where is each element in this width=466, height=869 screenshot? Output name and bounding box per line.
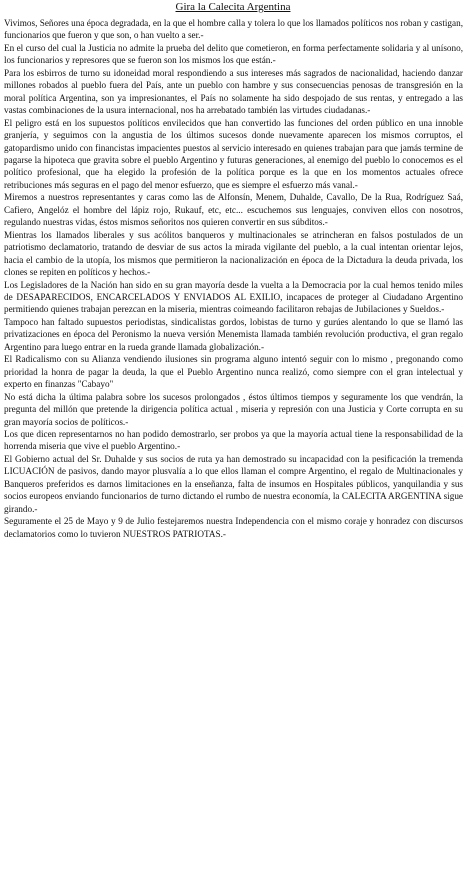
document-title: Gira la Calecita Argentina	[175, 1, 291, 13]
paragraph: Tampoco han faltado supuestos periodistas, sindicalistas gordos, lobistas de turno y gurúes alentando lo que se llamó las privatizaciones en época del Peronismo la nueva versión Menemista llamada también revolución productiva, el gran regalo Argentino para luego entrar en la rueda grande llamada globalización.-	[4, 316, 463, 352]
paragraph: El Gobierno actual del Sr. Duhalde y sus socios de ruta ya han demostrado su incapacidad con la pesificación la tremenda LICUACIÓN de pasivos, dando mayor plusvalía a lo que ellos llaman el compre Argentino, el regalo de Multinacionales y Banqueros preferidos es darnos limitaciones en la enseñanza, falta de insumos en Hospitales públicos, yanquilandia y sus socios europeos enviando funcionarios de turno dictando el rumbo de nuestra economía, la CALECITA ARGENTINA sigue girando.-	[4, 453, 463, 514]
paragraph: El peligro está en los supuestos políticos envilecidos que han convertido las funciones del orden público en una innoble granjería, y seguimos con la angustia de los últimos sucesos donde nuevamente aparecen los mismos corruptos, el gatopardismo unido con financistas impacientes puestos al servicio interesado en quienes trabajan para que jamás termine de pagarse la hipoteca que gravita sobre el pueblo Argentino y futuras generaciones, al enemigo del pueblo lo conocemos es el político profesional, que ha elegido la profesión de la política porque es la que en los momentos actuales ofrece retribuciones más seguras en el pago del menor esfuerzo, que es siempre el esfuerzo más vanal.-	[4, 117, 463, 190]
paragraph: En el curso del cual la Justicia no admite la prueba del delito que cometieron, en forma perfectamente solidaria y al unísono, los funcionarios y represores que se fueron son los mismos los que están.-	[4, 42, 463, 66]
paragraph: Los Legisladores de la Nación han sido en su gran mayoría desde la vuelta a la Democracia por la cual hemos tenido miles de DESAPARECIDOS, ENCARCELADOS Y ENVIADOS AL EXILIO, incapaces de proteger al Ciudadano Argentino permitiendo quienes trabajan perezcan en la miseria, mientras coimeando facilitaron rebajas de Jubilaciones y Sueldos.-	[4, 279, 463, 315]
paragraph: Para los esbirros de turno su idoneidad moral respondiendo a sus intereses más sagrados de nacionalidad, haciendo danzar millones robados al pueblo fuera del País, ante un pueblo con hambre y sus consecuencias penosas de transgresión en la moral política Argentina, son ya impresionantes, el País no solamente ha sido despojado de sus rentas, y entregado a las vastas combinaciones de la usura internacional, nos ha arrebatado también las virtudes ciudadanas.-	[4, 67, 463, 116]
paragraph: Seguramente el 25 de Mayo y 9 de Julio festejaremos nuestra Independencia con el mismo coraje y honradez con discursos declamatorios como lo tuvieron NUESTROS PATRIOTAS.-	[4, 516, 463, 539]
paragraph: Mientras los llamados liberales y sus acólitos banqueros y multinacionales se atrincheran en falsos postulados de un patriotismo declamatorio, tratando de desviar de sus actos la mirada vigilante del pueblo, a la cual intentan orientar lejos, hacia el cambio de la utopía, los mismos que permitieron la nacionalización en época de la Dictadura la deuda privada, los clones se repiten en políticos y hechos.-	[4, 229, 463, 278]
paragraph: Miremos a nuestros representantes y caras como las de Alfonsín, Menem, Duhalde, Cavallo, De la Rua, Rodríguez Saá, Cafiero, Angelóz el hombre del lápiz rojo, Rukauf, etc, etc... escuchemos sus lenguajes, conviven ellos con nosotros, regulando nuestras vidas, éstos mismos señoritos nos quieren convertir en sus súbditos.-	[4, 192, 463, 228]
paragraph: El Radicalismo con su Alianza vendiendo ilusiones sin programa alguno intentó seguir con lo mismo , pregonando como prioridad la honra de pagar la deuda, la que el Pueblo Argentino nunca realizó, como siempre con el gran intelectual y experto en finanzas "Cabayo"	[4, 354, 463, 390]
document-body	[4, 17, 463, 540]
paragraph: No está dicha la última palabra sobre los sucesos prolongados , éstos últimos tiempos y seguramente los que vendrán, la pregunta del millón que pretende la dirigencia política actual , miseria y represión con una Justicia y Corte corrupta en su gran mayoría socios de políticos.-	[4, 391, 463, 427]
paragraph: Los que dicen representarnos no han podido demostrarlo, ser probos ya que la mayoría actual tiene la responsabilidad de la horrenda miseria que vive el pueblo Argentino.-	[4, 428, 463, 452]
paragraph: Vivimos, Señores una época degradada, en la que el hombre calla y tolera lo que los llamados políticos nos roban y castigan, funcionarios que fueron y que son, o han vuelto a ser.-	[4, 18, 463, 41]
